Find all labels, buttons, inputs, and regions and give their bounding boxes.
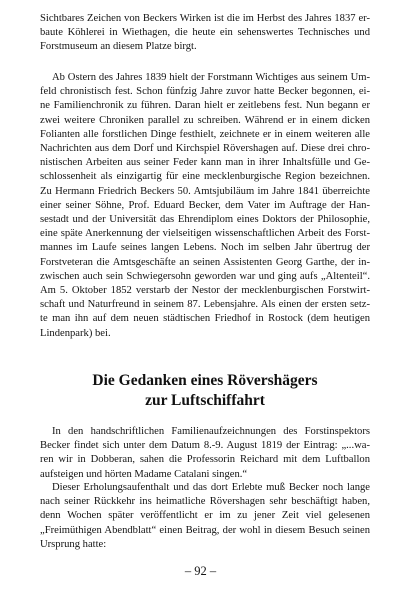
text-line: „Freimüthigen Abendblatt“ einen Beitrag, der wohl in diesem Besuch seinen [40,524,370,536]
text-line: Folianten alle forstlichen Dinge festhielt, zeichnete er in einem weiteren alle [40,128,370,140]
text-line: Ab Ostern des Jahres 1839 hielt der Forstmann Wichtiges aus seinem Um- [52,72,370,83]
text-line: feld chronistisch fest. Schon fünfzig Jahre zuvor hatte Becker begonnen, ei- [40,86,370,98]
text-line: schaft und Naturfreund in seinem 87. Lebensjahre. Als einen der ersten setz- [40,299,370,311]
text-line: Becker findet sich unter dem Datum 8.-9. August 1819 der Eintrag: „...wa- [40,440,370,452]
text-line: baute Köhlerei in Wiethagen, die heute ein sehenswertes Technisches und [40,27,370,39]
text-line: aufsteigen und hörten Madame Catalani singen.“ [40,468,248,480]
text-line: Forstveteran die Amtsgeschäfte an seinen Assistenten Georg Garthe, der in- [40,256,370,268]
text-line: sestadt und der Universität das Ehrendiplom eines Doktors der Philosophie, [40,214,370,226]
text-line: nistischen Arbeiten aus seiner Feder kann man in ihrer Inhaltsfülle und Ge- [40,157,370,169]
text-line: In den handschriftlichen Familienaufzeichnungen des Forstinspektors [52,426,370,437]
text-line: zwei weitere Chroniken parallel zu schreiben. Während er in einem dicken [40,114,370,126]
paragraph-chroniken [40,71,370,341]
paragraph-koehlerei [40,12,370,55]
text-line: Ursprung hatte: [40,538,107,550]
heading-line: zur Luftschiffahrt [145,392,265,409]
text-line: nach seiner Rückkehr ins heimatliche Rövershagen sehr beschäftigt haben, [40,496,370,508]
text-line: eine späte Anerkennung der vielseitigen wissenschaftlichen Arbeit des Forst- [40,228,370,240]
paragraph-erholung [40,481,370,552]
text-line: ren wir in Dobberan, sahen die Professorin Reichard mit dem Luftballon [40,454,370,466]
text-line: Nachrichten aus dem Dorf und Kirchspiel Rövershagen auf. Diese drei chro- [40,143,370,155]
text-line: schlossenheit als einzigartig für eine mecklenburgische Region bezeichnen. [40,171,370,183]
paragraph-eintrag [40,425,370,482]
text-line: Dieser Erholungsaufenthalt und das dort Erlebte muß Becker noch lange [52,482,370,493]
text-line: Zu Hermann Friedrich Beckers 50. Amtsjubiläum im Jahre 1841 überreichte [40,185,370,197]
section-heading [40,371,370,411]
text-line: Am 5. Oktober 1852 verstarb der Nestor der mecklenburgischen Forstwirt- [40,285,370,297]
text-line: ne Familienchronik zu führen. Daran hielt er zeitlebens fest. Nun begann er [40,100,370,112]
text-line: Sichtbares Zeichen von Beckers Wirken ist die im Herbst des Jahres 1837 er- [40,13,370,24]
text-line: zwischen auch sein Schwiegersohn geworden war und ging aufs „Altenteil“. [40,270,370,282]
text-line: mannes im Laufe seines langen Lebens. Noch im selben Jahr übertrug der [40,242,370,254]
text-line: denn Wochen später veröffentlicht er im zu jener Zeit viel gelesenen [40,510,370,522]
page-number: – 92 – [184,564,217,578]
text-line: Forstmuseum an diesem Platze birgt. [40,41,197,53]
text-line: te man ihn auf dem neuen städtischen Friedhof in Rostock (dem heutigen [40,313,370,325]
text-line: Lindenpark) bei. [40,327,111,339]
heading-line: Die Gedanken eines Rövershägers [92,372,318,389]
text-line: einer seiner Söhne, Prof. Eduard Becker, dem Vater im Auftrage der Han- [40,199,370,211]
